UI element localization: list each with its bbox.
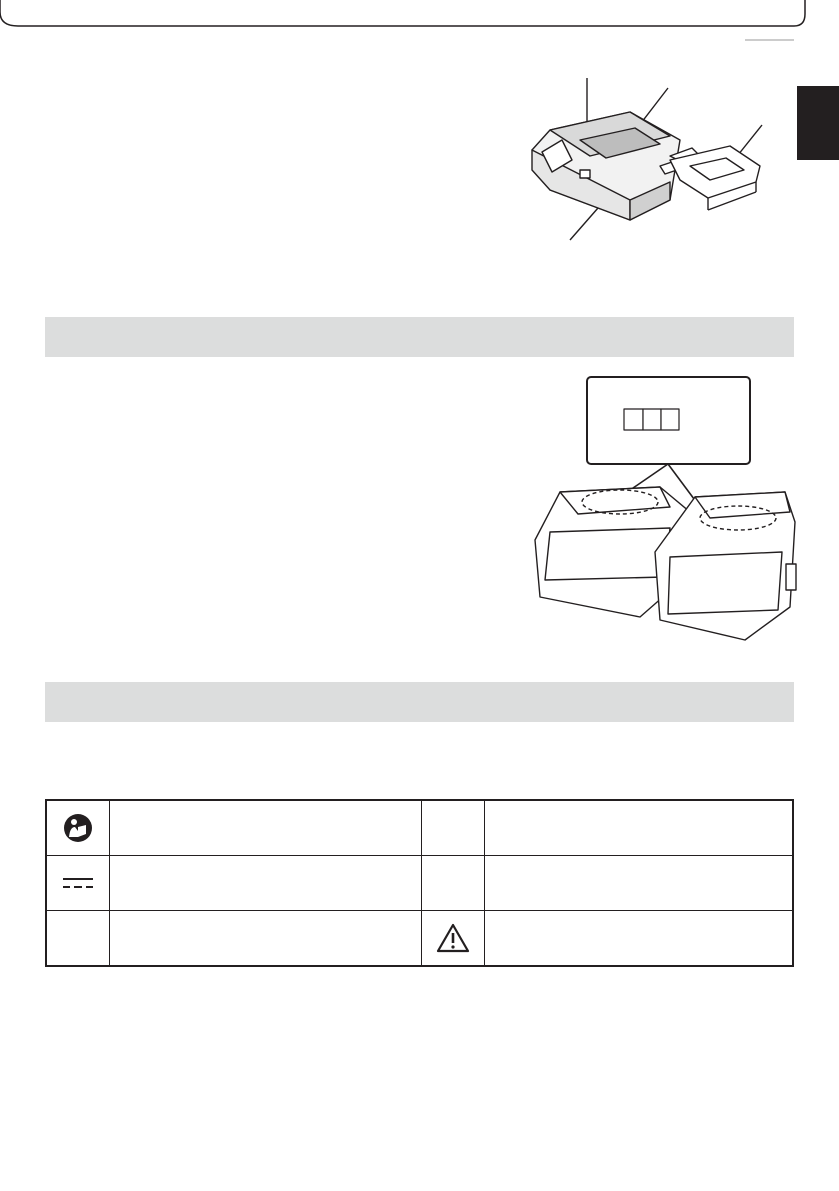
table-cell bbox=[485, 856, 794, 911]
battery-label-figure bbox=[520, 372, 820, 647]
table-cell bbox=[110, 800, 422, 856]
table-cell bbox=[422, 911, 485, 967]
symbols-table bbox=[45, 799, 794, 967]
table-cell bbox=[110, 856, 422, 911]
table-row bbox=[46, 800, 793, 856]
section-header-band bbox=[45, 317, 794, 357]
read-manual-icon bbox=[63, 813, 93, 843]
table-row bbox=[46, 911, 793, 967]
table-cell bbox=[46, 911, 110, 967]
table-cell bbox=[422, 800, 485, 856]
header-rule bbox=[0, 0, 839, 58]
table-cell bbox=[422, 856, 485, 911]
table-cell bbox=[46, 856, 110, 911]
table-cell bbox=[110, 911, 422, 967]
direct-current-icon bbox=[62, 876, 94, 890]
table-row bbox=[46, 856, 793, 911]
warning-triangle-icon bbox=[436, 923, 470, 953]
section-header-band bbox=[45, 682, 794, 722]
table-cell bbox=[485, 911, 794, 967]
battery-cover-figure bbox=[520, 70, 810, 250]
table-cell bbox=[46, 800, 110, 856]
table-cell bbox=[485, 800, 794, 856]
